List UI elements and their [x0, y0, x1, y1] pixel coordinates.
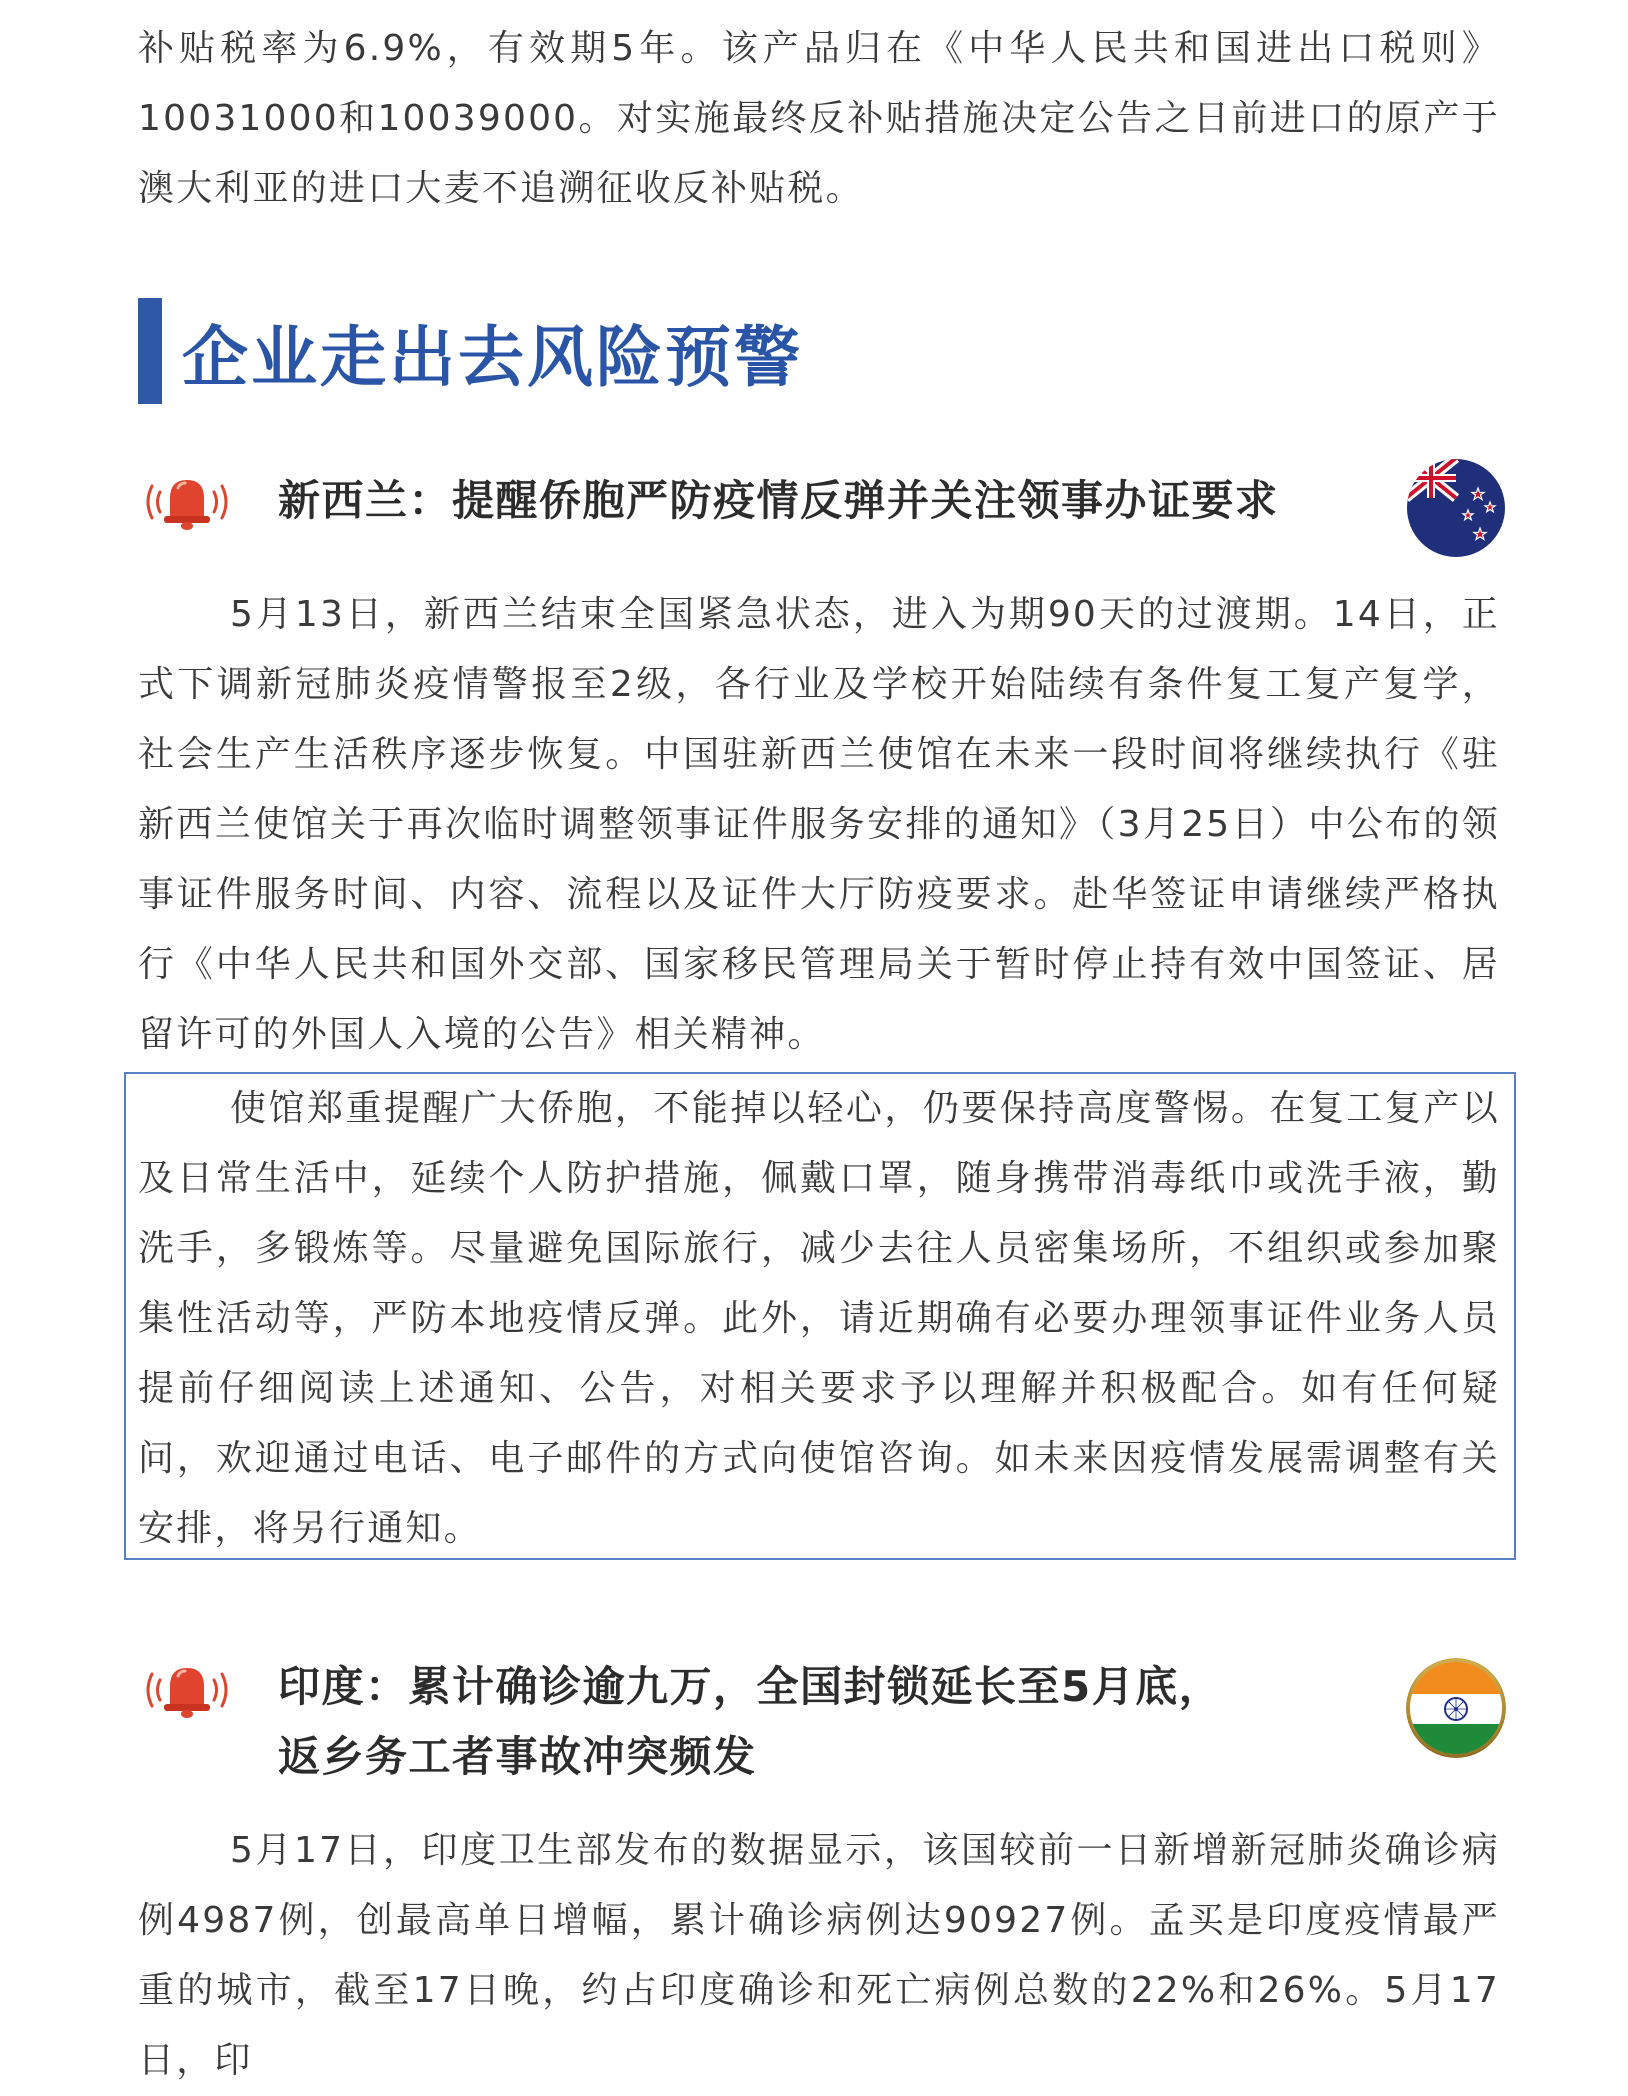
india-header [138, 1640, 1518, 1790]
india-title-line-2: 返乡务工者事故冲突频发 [278, 1732, 757, 1781]
india-paragraph-1: 5月17日，印度卫生部发布的数据显示，该国较前一日新增新冠肺炎确诊病例4987例，创最高单日增幅，累计确诊病例达90927例。孟买是印度疫情最严重的城市，截至17日晚，约占印度确诊和死亡病例总数的22%和26%。5月17日，印 [138, 1830, 1500, 2081]
new-zealand-title: 新西兰：提醒侨胞严防疫情反弹并关注领事办证要求 [278, 476, 1279, 525]
india-flag-icon [1406, 1658, 1506, 1758]
india-title-line-1: 印度：累计确诊逾九万，全国封锁延长至5月底， [278, 1662, 1223, 1711]
india-title [278, 1652, 1222, 1792]
section-heading [138, 298, 803, 404]
section-title: 企业走出去风险预警 [182, 318, 803, 396]
intro-paragraph: 补贴税率为6.9%，有效期5年。该产品归在《中华人民共和国进出口税则》10031000和10039000。对实施最终反补贴措施决定公告之日前进口的原产于澳大利亚的进口大麦不追溯征收反补贴税。 [138, 28, 1500, 209]
new-zealand-flag-icon [1406, 458, 1506, 558]
new-zealand-paragraph-2: 使馆郑重提醒广大侨胞，不能掉以轻心，仍要保持高度警惕。在复工复产以及日常生活中，延续个人防护措施，佩戴口罩，随身携带消毒纸巾或洗手液，勤洗手，多锻炼等。尽量避免国际旅行，减少去往人员密集场所，不组织或参加聚集性活动等，严防本地疫情反弹。此外，请近期确有必要办理领事证件业务人员提前仔细阅读上述通知、公告，对相关要求予以理解并积极配合。如有任何疑问，欢迎通过电话、电子邮件的方式向使馆咨询。如未来因疫情发展需调整有关安排，将另行通知。 [138, 1088, 1500, 1549]
alarm-bell-icon [138, 1660, 236, 1720]
alarm-bell-icon [138, 472, 236, 532]
section-heading-bar [138, 298, 162, 404]
new-zealand-header [138, 458, 1518, 568]
new-zealand-paragraph-1: 5月13日，新西兰结束全国紧急状态，进入为期90天的过渡期。14日，正式下调新冠肺炎疫情警报至2级，各行业及学校开始陆续有条件复工复产复学，社会生产生活秩序逐步恢复。中国驻新西兰使馆在未来一段时间将继续执行《驻新西兰使馆关于再次临时调整领事证件服务安排的通知》（3月25日）中公布的领事证件服务时间、内容、流程以及证件大厅防疫要求。赴华签证申请继续严格执行《中华人民共和国外交部、国家移民管理局关于暂时停止持有效中国签证、居留许可的外国人入境的公告》相关精神。 [138, 594, 1500, 1055]
